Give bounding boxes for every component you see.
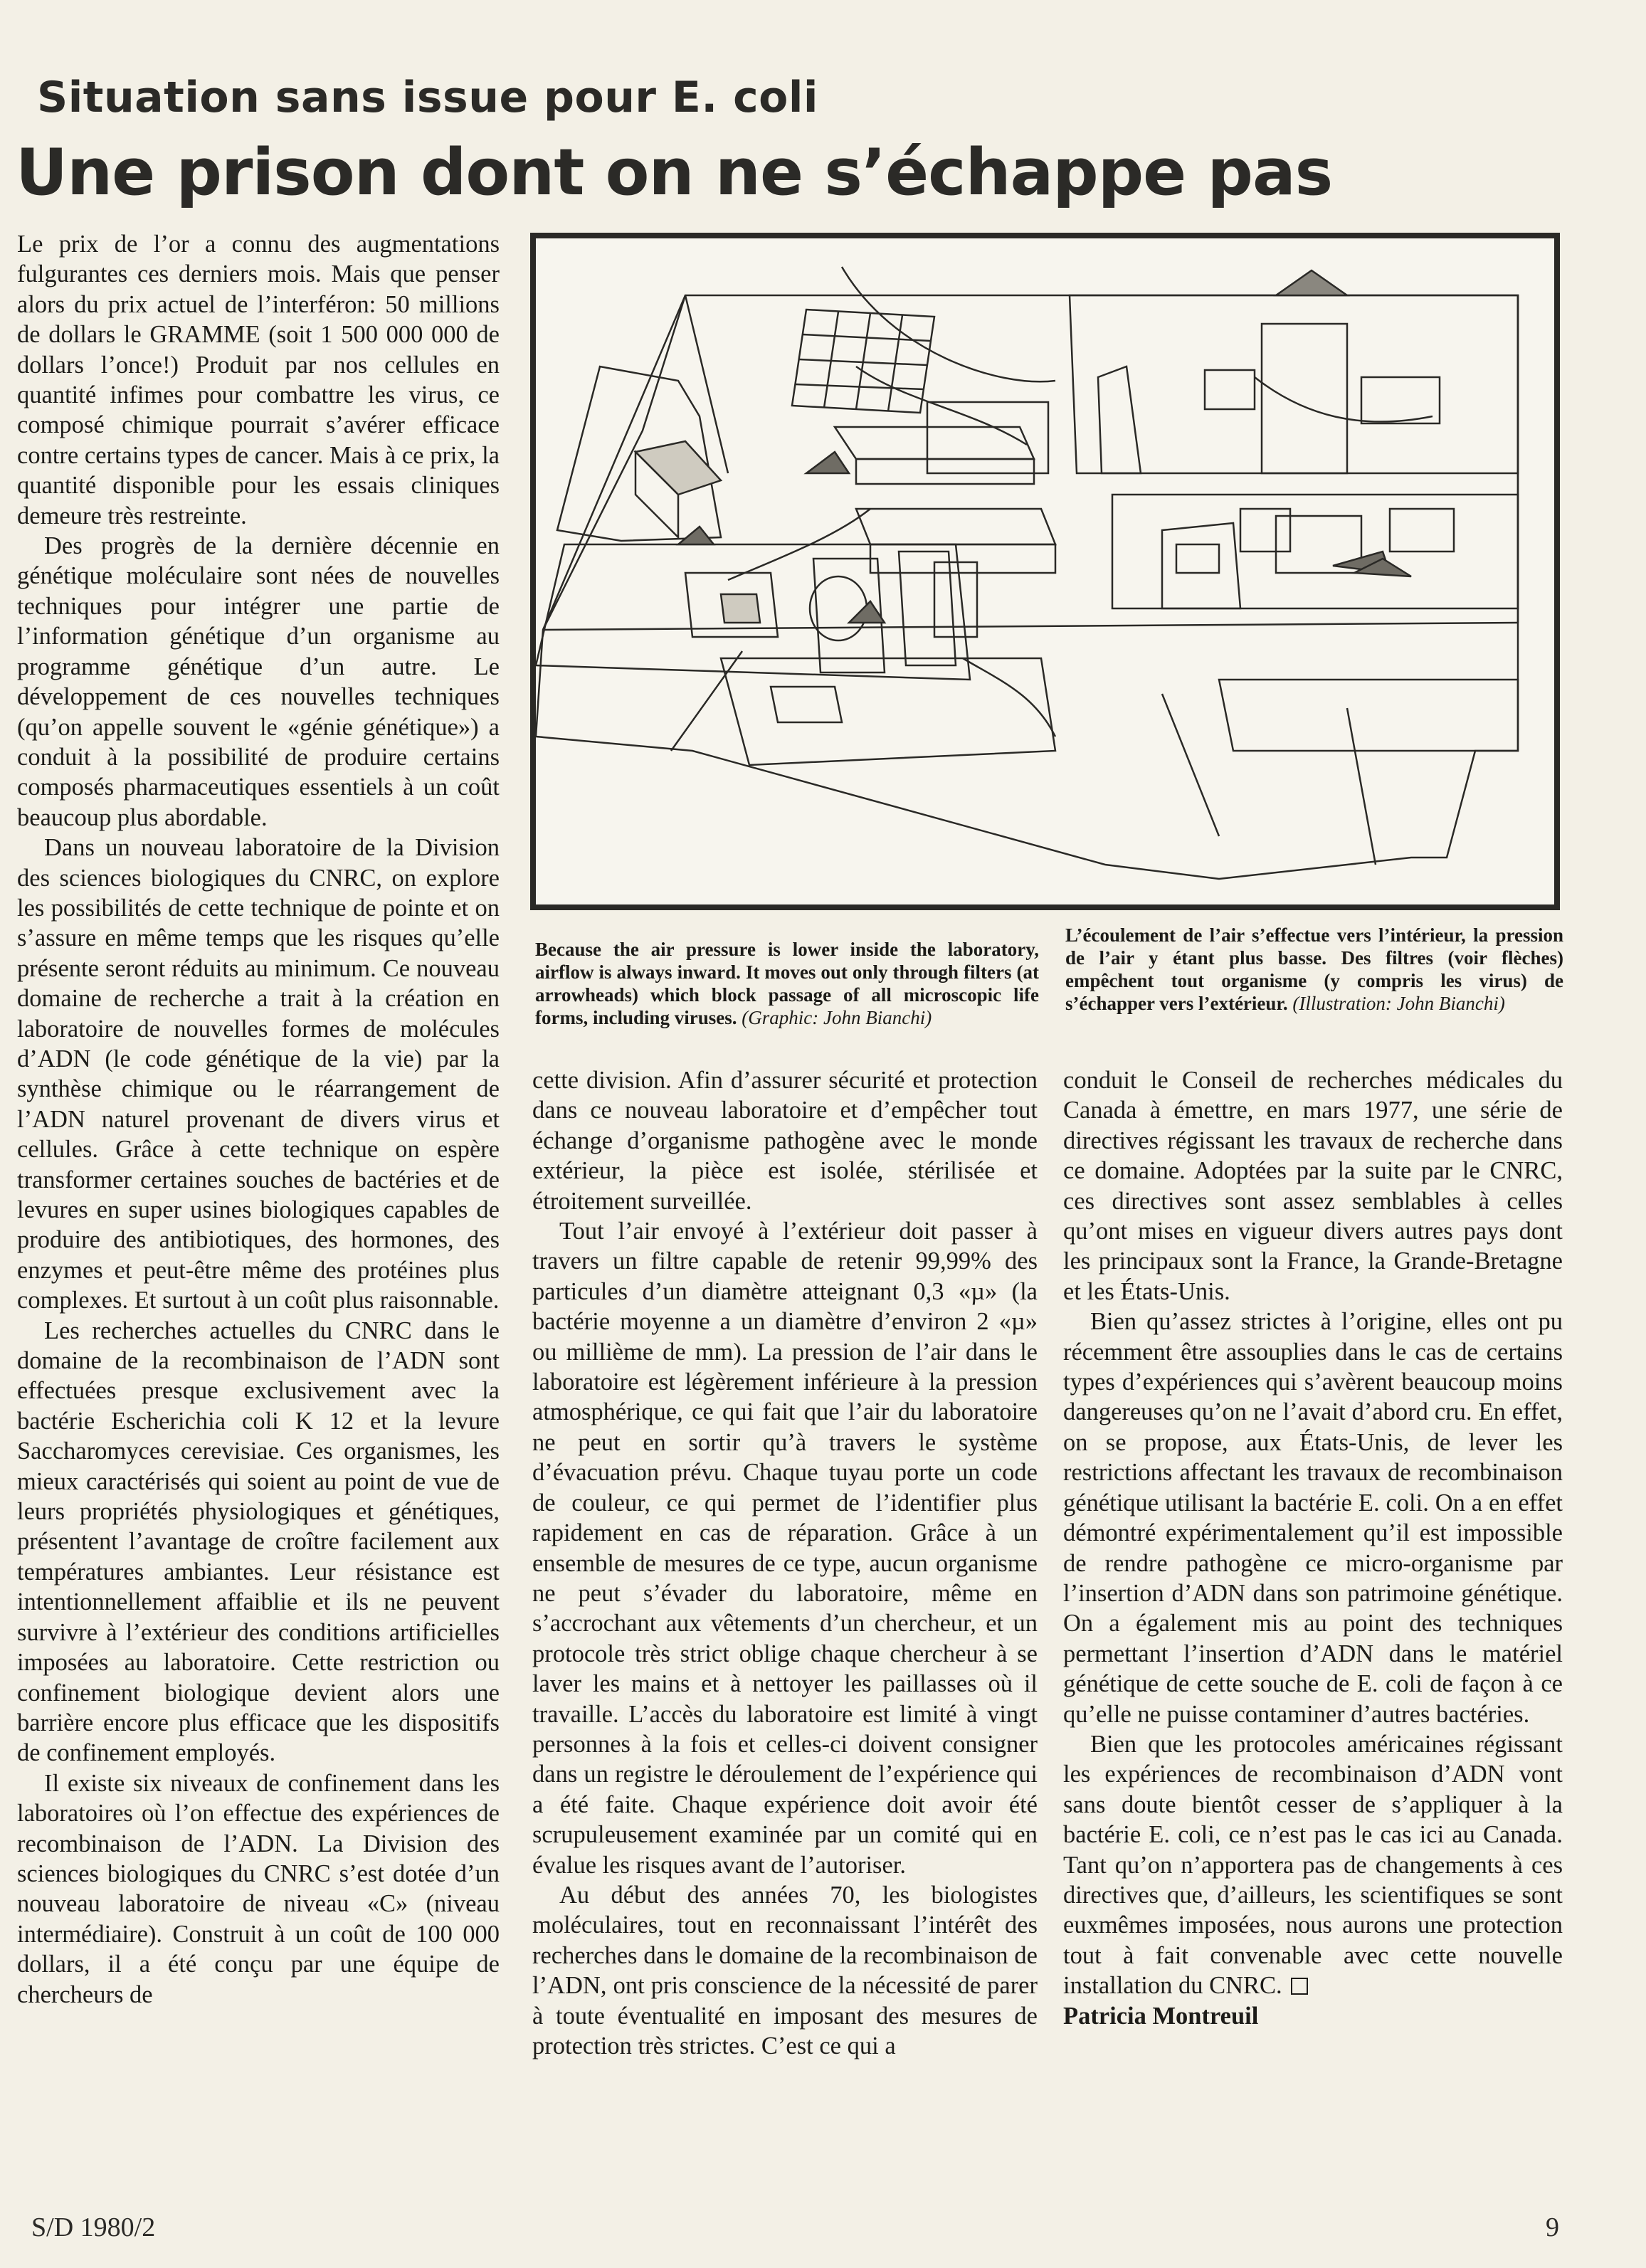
column-3 [1063,1065,1563,2031]
paragraph: Tout l’air envoyé à l’extérieur doit passer à travers un filtre capable de retenir 99,99% des particules d’un diamètre atteignant 0,3 «µ» (la bactérie moyenne a un diamètre d’environ 2 «µ» ou millième de mm). La pression de l’air dans le laboratoire est légèrement inférieure à la pression atmosphérique, ce qui fait que l’air du laboratoire ne peut en sortir qu’à travers le système d’évacuation prévu. Chaque tuyau porte un code de couleur, ce qui permet de l’identifier plus rapidement en cas de réparation. Grâce à un ensemble de mesures de ce type, aucun organisme ne peut s’évader du laboratoire, même en s’accrochant aux vêtements d’un chercheur, et un protocole très strict oblige chaque chercheur à se laver les mains et à nettoyer les paillasses où il travaille. L’accès du laboratoire est limité à vingt personnes à la fois et celles-ci doivent consigner dans un registre le déroulement de l’expérience qui a été faite. Chaque expérience doit avoir été scrupuleusement examinée par un comité qui en évalue les risques avant de l’autoriser. [532,1218,1038,1879]
paragraph: Bien qu’assez strictes à l’origine, elles ont pu récemment être assouplies dans le cas de certains types d’expériences qui s’avèrent beaucoup moins dangereuses qu’on ne l’avait d’abord cru. En effet, on se propose, aux États-Unis, de lever les restrictions affectant les travaux de recombinaison génétique utilisant la bactérie E. coli. On a en effet démontré expérimentalement qu’il est impossible de rendre pathogène ce micro-organisme par l’insertion d’ADN dans son patrimoine génétique. On a également mis au point des techniques permettant l’insertion d’ADN dans le matériel génétique de cette souche de E. coli de façon à ce qu’elle ne puisse contaminer d’autres bactéries. [1063,1308,1563,1728]
caption-text: Because the air pressure is lower inside the laboratory, airflow is always inward. It moves out only through filters (at arrowheads) which block passage of all microscopic life forms, including viruses. [535,939,1039,1028]
paragraph [1063,1729,1563,2001]
caption-credit: (Illustration: John Bianchi) [1292,993,1505,1014]
column-2 [532,1065,1038,2061]
page-number: 9 [1546,2212,1559,2242]
paragraph: Des progrès de la dernière décennie en génétique moléculaire sont nées de nouvelles techniques pour intégrer une partie de l’information génétique d’un organisme au programme génétique d’un autre. Le développement de ces nouvelles techniques (qu’on appelle souvent le «génie génétique») a conduit à la possibilité de produire certains composés pharmaceutiques essentiels à un coût beaucoup plus abordable. [17,532,500,831]
lab-illustration [530,233,1560,910]
paragraph: Au début des années 70, les biologistes moléculaires, tout en reconnaissant l’intérêt des recherches dans le domaine de la recombinaison de l’ADN, ont pris conscience de la nécessité de parer à toute éventualité en imposant des mesures de protection très strictes. C’est ce qui a [532,1881,1038,2059]
caption-english [535,938,1039,1029]
column-1 [17,229,500,2010]
paragraph: Les recherches actuelles du CNRC dans le domaine de la recombinaison de l’ADN sont effectuées presque exclusivement avec la bactérie Escherichia coli K 12 et la levure Saccharomyces cerevisiae. Ces organismes, les mieux caractérisés qui soient au point de vue de leurs propriétés physiologiques et génétiques, présentent l’avantage de croître facilement aux températures ambiantes. Leur résistance est intentionnellement affaiblie et ils ne peuvent survivre à l’extérieur des conditions artificielles imposées au laboratoire. Cette restriction ou confinement biologique devient alors une barrière encore plus efficace que les dispositifs de confinement employés. [17,1317,500,1767]
author-byline: Patricia Montreuil [1063,2002,1259,2030]
caption-credit: (Graphic: John Bianchi) [742,1007,932,1028]
end-mark-icon [1291,1978,1308,1995]
caption-text: L’écoulement de l’air s’effectue vers l’intérieur, la pression de l’air y étant plus basse. Des filtres (voir flèches) empêchent tout organisme (y compris les virus) de s’échapper vers l’extérieur. [1065,924,1563,1014]
article-headline: Une prison dont on ne s’échappe pas [16,135,1333,210]
article-kicker: Situation sans issue pour E. coli [37,73,818,122]
paragraph: Il existe six niveaux de confinement dans les laboratoires où l’on effectue des expériences de recombinaison de l’ADN. La Division des sciences biologiques du CNRC s’est dotée d’un nouveau laboratoire de niveau «C» (niveau intermédiaire). Construit à un coût de 100 000 dollars, il a été conçu par une équipe de chercheurs de [17,1769,500,2008]
paragraph: Dans un nouveau laboratoire de la Division des sciences biologiques du CNRC, on explore les possibilités de cette technique de pointe et on s’assure en même temps que les risques qu’elle présente seront réduits au minimum. Ce nouveau domaine de recherche a trait à la création en laboratoire de nouvelles formes de molécules d’ADN (le code génétique de la vie) par la synthèse chimique ou le réarrangement de l’ADN naturel provenant de divers virus et cellules. Grâce à cette technique on espère transformer certaines souches de bactéries et de levures en super usines biologiques capables de produire des antibiotiques, des hormones, des enzymes et peut-être même des protéines plus complexes. Et surtout à un coût plus raisonnable. [17,834,500,1314]
lab-floorplan-graphic [536,238,1554,904]
paragraph: conduit le Conseil de recherches médicales du Canada à émettre, en mars 1977, une série de directives régissant les travaux de recherche dans ce domaine. Adoptées par la suite par le CNRC, ces directives sont assez semblables à celles qu’ont mises en vigueur divers autres pays dont les principaux sont la France, la Grande-Bretagne et les États-Unis. [1063,1067,1563,1305]
caption-french [1065,924,1563,1015]
skylight-grid [792,310,934,413]
paragraph: Le prix de l’or a connu des augmentations fulgurantes ces derniers mois. Mais que penser alors du prix actuel de l’interféron: 50 millions de dollars le GRAMME (soit 1 500 000 000 de dollars l’once!) Produit par nos cellules en quantité infimes pour combattre les virus, ce composé chimique pourrait s’avérer efficace contre certains types de cancer. Mais à ce prix, la quantité disponible pour les essais cliniques demeure très restreinte. [17,231,500,529]
paragraph-text: Bien que les protocoles américaines régissant les expériences de recombinaison d’ADN vont sans doute bientôt cesser de s’appliquer à la bactérie E. coli, ce n’est pas le cas ici au Canada. Tant qu’on n’apportera pas de changements à ces directives que, d’ailleurs, les scientifiques se sont euxmêmes imposées, nous aurons une protection tout à fait convenable avec cette nouvelle installation du CNRC. [1063,1730,1563,2000]
paragraph: cette division. Afin d’assurer sécurité et protection dans ce nouveau laboratoire et d’empêcher tout échange d’organisme pathogène avec le monde extérieur, la pièce est isolée, stérilisée et étroitement surveillée. [532,1067,1038,1215]
issue-label: S/D 1980/2 [31,2212,156,2242]
